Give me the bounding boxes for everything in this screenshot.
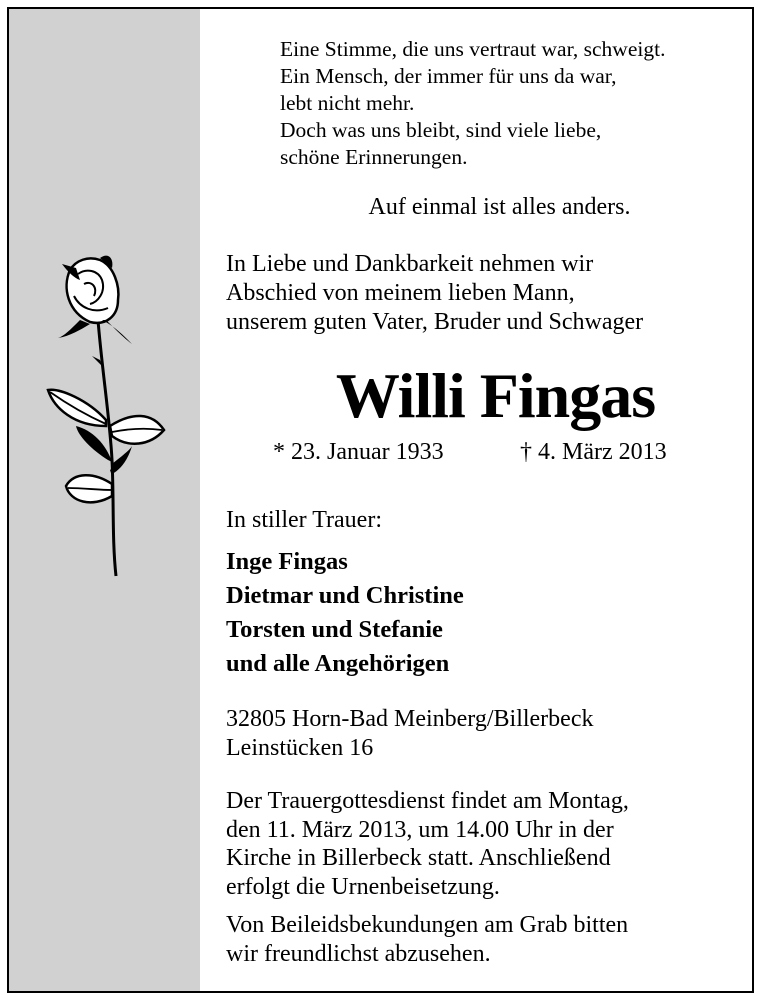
- intro-line: unserem guten Vater, Bruder und Schwager: [226, 309, 644, 335]
- centered-quote: Auf einmal ist alles anders.: [368, 194, 631, 220]
- service-line: erfolgt die Urnenbeisetzung.: [226, 873, 500, 900]
- request-line: Von Beileidsbekundungen am Grab bitten: [226, 912, 629, 938]
- intro-text: [226, 250, 643, 337]
- mourning-label: In stiller Trauer:: [226, 507, 382, 533]
- mourner-name: und alle Angehörigen: [226, 650, 450, 677]
- birth-date: * 23. Januar 1933: [273, 439, 444, 465]
- poem: [280, 36, 665, 171]
- poem-line: Doch was uns bleibt, sind viele liebe,: [280, 118, 602, 142]
- address-line: Leinstücken 16: [226, 735, 374, 761]
- service-line: Der Trauergottesdienst findet am Montag,: [226, 788, 629, 814]
- service-info: [226, 787, 629, 901]
- poem-line: Eine Stimme, die uns vertraut war, schweigt.: [280, 37, 666, 61]
- deceased-name: Willi Fingas: [335, 360, 656, 431]
- service-line: Kirche in Billerbeck statt. Anschließend: [226, 845, 611, 871]
- death-date: † 4. März 2013: [520, 439, 667, 465]
- poem-line: schöne Erinnerungen.: [280, 145, 468, 169]
- request-line: wir freundlichst abzusehen.: [226, 940, 491, 967]
- mourner-name: Torsten und Stefanie: [226, 616, 443, 643]
- poem-line: Ein Mensch, der immer für uns da war,: [280, 64, 617, 88]
- address: [226, 705, 593, 763]
- service-line: den 11. März 2013, um 14.00 Uhr in der: [226, 816, 614, 843]
- mourner-name: Dietmar und Christine: [226, 582, 464, 609]
- condolence-request: [226, 911, 628, 968]
- address-line: 32805 Horn-Bad Meinberg/Billerbeck: [226, 706, 594, 732]
- intro-line: Abschied von meinem lieben Mann,: [226, 280, 575, 306]
- poem-line: lebt nicht mehr.: [280, 91, 415, 115]
- intro-line: In Liebe und Dankbarkeit nehmen wir: [226, 251, 594, 277]
- rose-icon: [40, 250, 170, 580]
- mourner-name: Inge Fingas: [226, 548, 348, 575]
- mourners-list: [226, 545, 464, 681]
